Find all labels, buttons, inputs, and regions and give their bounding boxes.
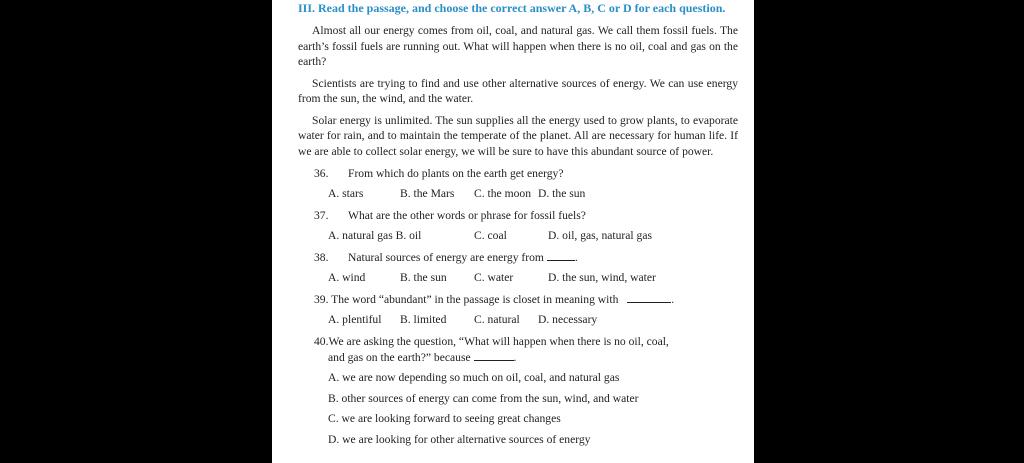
question-38 [314,250,738,266]
question-36 [314,166,738,182]
passage-paragraph-1: Almost all our energy comes from oil, coal, and natural gas. We call them fossil fuels. The earth’s fossil fuels are running out. What will happen when there is no oil, coal and gas on the earth? [298,24,738,68]
option-a-b[interactable]: A. natural gas B. oil [328,228,422,242]
question-number: 37. [314,209,329,222]
option-d[interactable]: D. necessary [538,312,598,326]
option-d[interactable]: D. oil, gas, natural gas [548,228,652,242]
option-a[interactable]: A. stars [328,186,364,200]
answer-blank [627,302,671,303]
question-text: Natural sources of energy are energy from [348,251,544,264]
question-text: 39. The word “abundant” in the passage is closet in meaning with [314,293,619,306]
option-c[interactable]: C. the moon [474,186,532,200]
question-end: . [574,251,578,264]
option-c[interactable]: C. water [474,270,514,284]
option-a[interactable]: A. we are now depending so much on oil, coal, and natural gas [328,371,620,384]
worksheet-page [272,0,754,463]
section-heading: III. Read the passage, and choose the correct answer A, B, C or D for each question. [298,1,726,15]
question-text: We are asking the question, “What will happen when there is no oil, coal, [328,335,669,348]
option-c[interactable]: C. coal [474,228,507,242]
question-end: . [671,293,675,306]
question-number: 36. [314,167,329,180]
question-text: From which do plants on the earth get energy? [348,167,564,180]
option-a[interactable]: A. wind [328,270,366,284]
question-text-line-2 [328,350,738,366]
option-d[interactable]: D. the sun, wind, water [548,270,656,284]
option-d[interactable]: D. we are looking for other alternative sources of energy [328,432,591,446]
answer-blank [474,360,514,361]
question-40 [314,334,738,365]
question-36-options [328,186,738,202]
option-a[interactable]: A. plentiful [328,312,382,326]
question-end: . [513,350,517,364]
option-b[interactable]: B. limited [400,312,447,326]
question-text-continued: and gas on the earth?” because [328,350,471,364]
option-c[interactable]: C. we are looking forward to seeing great changes [328,412,561,425]
option-b[interactable]: B. other sources of energy can come from the sun, wind, and water [328,391,639,405]
question-number: 40. [314,335,329,348]
passage-paragraph-2: Scientists are trying to find and use other alternative sources of energy. We can use energy from the sun, the wind, and the water. [298,76,738,105]
question-39-options [328,312,738,328]
passage-paragraph-3: Solar energy is unlimited. The sun supplies all the energy used to grow plants, to evaporate water for rain, and to maintain the temperate of the planet. All are necessary for human life. If we are able to collect solar energy, we will be sure to have this abundant source of power. [298,113,738,158]
option-b[interactable]: B. the sun [400,270,447,284]
option-c[interactable]: C. natural [474,312,520,326]
question-38-options [328,270,738,286]
answer-blank [547,260,575,261]
question-number: 38. [314,251,329,264]
option-b[interactable]: B. the Mars [400,186,455,200]
question-37-options [328,228,738,244]
question-37 [314,208,738,224]
worksheet-content [298,0,738,447]
question-39 [314,292,738,308]
question-text: What are the other words or phrase for fossil fuels? [348,209,586,222]
option-d[interactable]: D. the sun [538,186,586,200]
